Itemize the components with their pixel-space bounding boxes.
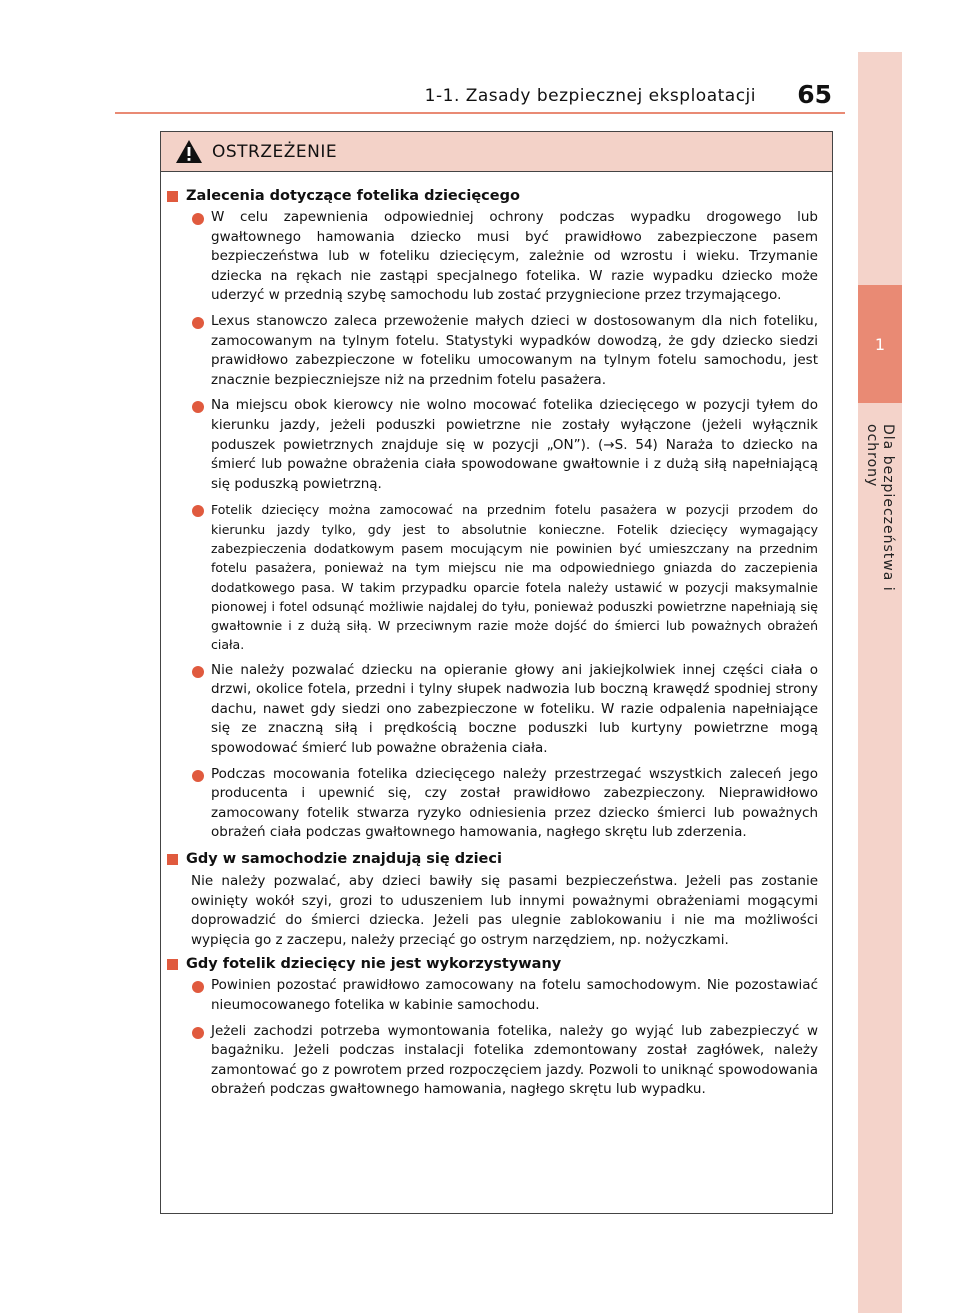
circle-bullet-icon: [192, 505, 204, 517]
circle-bullet-icon: [192, 666, 204, 678]
section-title: 1-1. Zasady bezpiecznej eksploatacji: [424, 86, 756, 106]
list-item-text: Na miejscu obok kierowcy nie wolno mocować fotelika dziecięcego w pozycji tyłem do kierunku jazdy, jeżeli poduszki powietrzne nie zostały wyłączone (jeżeli wyłącznik poduszek powietrznych znajduje się w pozycji „ON”). (→S. 54) Naraża to dziecko na śmierć lub poważne obrażenia ciała spowodowane gwałtownie i z dużą siłą napełniającą się poduszką powietrzną.: [211, 397, 818, 492]
list-item: [167, 976, 818, 1015]
circle-bullet-icon: [192, 981, 204, 993]
section-heading: [167, 954, 818, 975]
list-item-text: Lexus stanowczo zaleca przewożenie małych dzieci w dostosowanym dla nich foteliku, zamocowanym na tylnym fotelu. Statystyki wypadków dowodzą, że gdy dziecko siedzi prawidłowo zabezpieczone w foteliku umocowanym na tylnym fotelu samochodu, jest znacznie bezpieczniejsze niż na przednim fotelu pasażera.: [211, 312, 818, 388]
section-heading-text: Gdy fotelik dziecięcy nie jest wykorzystywany: [186, 956, 562, 973]
list-item-text: Podczas mocowania fotelika dziecięcego należy przestrzegać wszystkich zaleceń jego producenta i upewnić się, czy został prawidłowo zabezpieczony. Nieprawidłowo zamocowany fotelik stwarza ryzyko odniesienia przez dziecko śmierci lub poważnych obrażeń ciała podczas gwałtownego hamowania, nagłego skrętu lub zderzenia.: [211, 765, 818, 841]
section-heading: [167, 186, 818, 207]
list-item-text: Fotelik dziecięcy można zamocować na przednim fotelu pasażera w pozycji przodem do kierunku jazdy tylko, gdy jest to absolutnie konieczne. Fotelik dziecięcy wymagający zabezpieczenia dodatkowym pasem mocującym nie powinien być umieszczany na przednim fotelu pasażera, ponieważ na tym miejscu nie ma odpowiedniego gniazda do zaczepienia dodatkowego pasa. W takim przypadku oparcie fotela należy ustawić w pozycji maksymalnie pionowej i fotel odsunąć możliwie najdalej do tyłu, ponieważ poduszki powietrzne napełniają się gwałtownie i z dużą siłą. W przeciwnym razie może dojść do śmierci lub poważnych obrażeń ciała.: [211, 502, 818, 653]
list-item: [167, 1022, 818, 1100]
warning-box: [160, 131, 833, 1214]
list-item: [167, 312, 818, 390]
list-item: [167, 500, 818, 654]
chapter-title: Dla bezpieczeństwa i ochrony: [864, 424, 896, 592]
circle-bullet-icon: [192, 1027, 204, 1039]
list-item-text: Jeżeli zachodzi potrzeba wymontowania fotelika, należy go wyjąć lub zabezpieczyć w bagażniku. Jeżeli podczas instalacji fotelika zdemontowany został zagłówek, należy zamontować go z powrotem przed rozpoczęciem jazdy. Pozwoli to uniknąć spowodowania obrażeń podczas gwałtownego hamowania, nagłego skrętu lub wypadku.: [211, 1022, 818, 1098]
list-item-text: Nie należy pozwalać dziecku na opieranie głowy ani jakiejkolwiek innej części ciała o drzwi, okolice fotela, przedni i tylny słupek nadwozia lub boczną krawędź spodniej strony dachu, nawet gdy siedzi ono zabezpieczone w foteliku. W razie odpalenia napełniające się ze znaczną siłą i prędkością boczne poduszki lub kurtyny powietrzne mogą spowodować śmierć lub poważne obrażenia ciała.: [211, 661, 818, 757]
list-item: [167, 765, 818, 843]
circle-bullet-icon: [192, 213, 204, 225]
list-item-text: W celu zapewnienia odpowiedniej ochrony podczas wypadku drogowego lub gwałtownego hamowania dziecko musi być prawidłowo zabezpieczone pasem bezpieczeństwa lub w foteliku dziecięcym, zależnie od wzrostu i wieku. Trzymanie dziecka na rękach nie zastąpi specjalnego fotelika. W razie wypadku dziecko może uderzyć w przednią szybę samochodu lub zostać przygniecione przez trzymającego.: [211, 209, 818, 304]
warning-content: [161, 172, 832, 1100]
list-item: [167, 208, 818, 306]
chapter-number: 1: [858, 285, 902, 403]
header-divider: [115, 112, 845, 114]
section-heading-text: Gdy w samochodzie znajdują się dzieci: [186, 851, 502, 868]
square-bullet-icon: [167, 854, 178, 865]
section-heading-text: Zalecenia dotyczące fotelika dziecięcego: [186, 188, 520, 204]
page-number: 65: [797, 80, 832, 109]
square-bullet-icon: [167, 191, 178, 202]
square-bullet-icon: [167, 959, 178, 970]
list-item: [167, 396, 818, 494]
page-header: [0, 82, 846, 112]
circle-bullet-icon: [192, 317, 204, 329]
circle-bullet-icon: [192, 770, 204, 782]
warning-triangle-icon: [175, 139, 203, 164]
list-item: [167, 661, 818, 759]
chapter-side-tab: [858, 52, 902, 1313]
circle-bullet-icon: [192, 401, 204, 413]
warning-header: [161, 132, 832, 172]
section-heading: [167, 849, 818, 870]
section-paragraph: Nie należy pozwalać, aby dzieci bawiły się pasami bezpieczeństwa. Jeżeli pas zostanie owinięty wokół szyi, grozi to uduszeniem lub innymi poważnymi obrażeniami mogącymi doprowadzić do śmierci dziecka. Jeżeli pas ulegnie zablokowaniu i nie ma możliwości wypięcia go z zaczepu, należy przeciąć go ostrym narzędziem, np. nożyczkami.: [191, 873, 818, 948]
warning-title: OSTRZEŻENIE: [212, 141, 338, 162]
list-item-text: Powinien pozostać prawidłowo zamocowany na fotelu samochodowym. Nie pozostawiać nieumocowanego fotelika w kabinie samochodu.: [211, 977, 818, 1013]
